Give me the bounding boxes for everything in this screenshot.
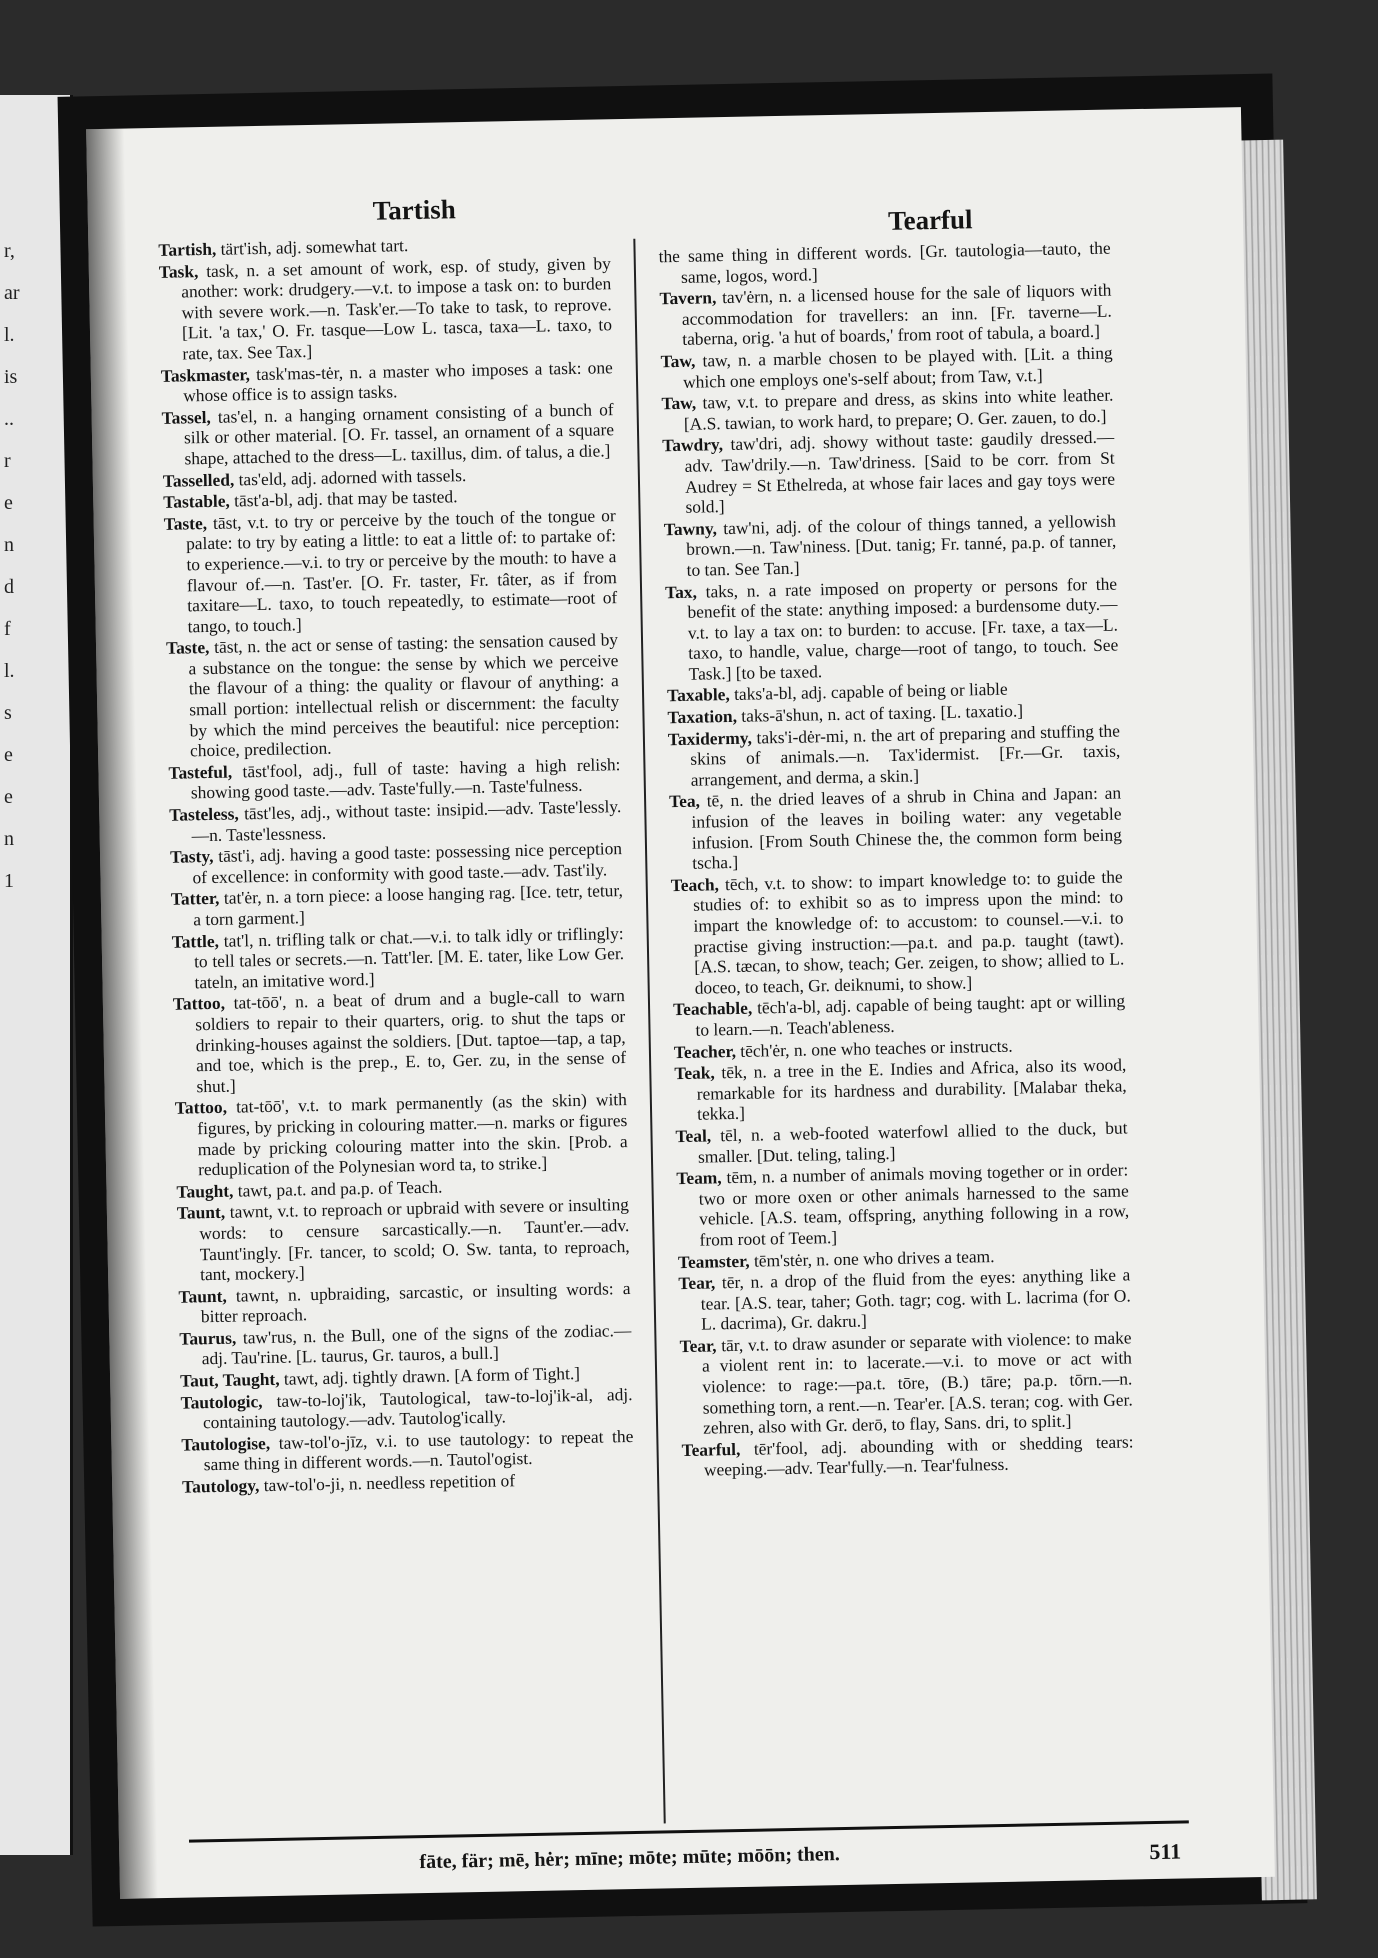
dictionary-entry bbox=[681, 1431, 1134, 1481]
entry-headword: Taught, bbox=[176, 1180, 234, 1202]
dictionary-entry bbox=[181, 1426, 634, 1476]
pronunciation-key: fāte, fär; mē, hėr; mīne; mōte; mūte; mōōn; then. bbox=[419, 1843, 841, 1874]
entry-headword: Taskmaster, bbox=[160, 363, 251, 386]
entry-definition: tēk, n. a tree in the E. Indies and Africa, also its wood, remarkable for its hardness and durability. [Malabar theka, tekka.] bbox=[696, 1054, 1127, 1125]
entry-headword: Tassel, bbox=[161, 406, 211, 428]
margin-fragment: ar bbox=[4, 282, 20, 304]
entry-headword: Teach, bbox=[670, 874, 720, 895]
dictionary-entry bbox=[172, 923, 625, 993]
dictionary-entry bbox=[664, 510, 1117, 580]
entry-definition: tawnt, n. upbraiding, sarcastic, or insulting words: a bitter reproach. bbox=[200, 1277, 631, 1327]
entry-definition: tāst'fool, adj., full of taste: having a high relish: showing good taste.—adv. Taste'fully.—n. Taste'fulness. bbox=[190, 753, 621, 803]
dictionary-entry bbox=[673, 991, 1126, 1041]
left-running-headword: Tartish bbox=[372, 194, 457, 226]
dictionary-entry bbox=[658, 238, 1111, 288]
entry-headword: Taste, bbox=[163, 512, 208, 534]
entry-definition: tas'el, n. a hanging ornament consisting of a bunch of silk or other material. [O. Fr. tassel, an ornament of a square shape, attached to the dress—L. taxillus, dim. of talus, a die.] bbox=[183, 398, 615, 469]
entry-headword: Taste, bbox=[165, 637, 210, 659]
margin-fragment: is bbox=[4, 366, 18, 388]
entry-headword: Taut, Taught, bbox=[179, 1368, 280, 1391]
entry-headword: Tasteful, bbox=[168, 761, 233, 783]
footer-rule bbox=[189, 1820, 1189, 1842]
entry-headword: Tavern, bbox=[659, 287, 717, 309]
entry-definition: taw'dri, adj. showy without taste: gaudily dressed.—adv. Taw'drily.—n. Taw'driness. [Said to be corr. from St Audrey = St Ethelreda, at whose fair laces and gay toys were sold.] bbox=[684, 426, 1116, 517]
entry-definition: tē, n. the dried leaves of a shrub in China and Japan: an infusion of the leaves in boiling water: any vegetable infusion. [From South Chinese the, the common form being tscha.] bbox=[691, 782, 1123, 873]
margin-fragment: 1 bbox=[4, 870, 14, 892]
entry-headword: Teamster, bbox=[677, 1250, 750, 1272]
margin-fragment: n bbox=[4, 534, 14, 556]
margin-fragment: e bbox=[4, 786, 13, 808]
dictionary-entry bbox=[170, 838, 623, 888]
margin-fragment: d bbox=[4, 576, 14, 598]
entry-headword: Tea, bbox=[668, 791, 701, 812]
left-column bbox=[158, 231, 634, 1498]
entry-headword: Team, bbox=[676, 1167, 722, 1189]
entry-headword: Tear, bbox=[678, 1272, 716, 1294]
dictionary-entry bbox=[166, 629, 620, 761]
margin-fragment: r, bbox=[4, 240, 15, 262]
entry-definition: tawt, adj. tightly drawn. [A form of Tight.] bbox=[279, 1363, 581, 1389]
entry-definition: taw'rus, n. the Bull, one of the signs of the zodiac.—adj. Tau'rine. [L. taurus, Gr. tauros, a bull.] bbox=[201, 1319, 632, 1369]
dictionary-entry bbox=[177, 1194, 630, 1285]
dictionary-entry bbox=[675, 1117, 1128, 1167]
entry-definition: taw, v.t. to prepare and dress, as skins into white leather. [A.S. tawian, to work hard, to prepare; O. Ger. zauen, to do.] bbox=[683, 384, 1114, 434]
entry-headword: Teal, bbox=[675, 1125, 712, 1147]
entry-headword: Taunt, bbox=[178, 1285, 227, 1307]
entry-definition: tāst, v.t. to try or perceive by the touch of the tongue or palate: to try by eating a little: to eat a little of: to partake of: to experience.—v.i. to try or perceive by the mouth: to have a flavour of.—n. Tast'er. [O. Fr. taster, Fr. tâter, as if from taxitare—L. taxo, to touch repeatedly, to estimate—root of tango, to touch.] bbox=[185, 504, 618, 637]
entry-headword: Tartish, bbox=[158, 238, 217, 260]
entry-headword: Tasty, bbox=[169, 846, 214, 867]
dictionary-page bbox=[86, 107, 1275, 1899]
entry-definition: taks-ā'shun, n. act of taxing. [L. taxatio.] bbox=[736, 700, 1024, 726]
entry-definition: tāst, n. the act or sense of tasting: the sensation caused by a substance on the tongue: the sense by which we perceive the flavour of a thing: the quality or flavour of anything: a small portion: intellectual relish or discernment: the faculty by which the mind perceives the beautiful: nice perception: choice, predilection. bbox=[188, 629, 620, 761]
margin-fragment: e bbox=[4, 744, 13, 766]
dictionary-entry bbox=[669, 783, 1122, 874]
entry-definition: tat-tōō', n. a beat of drum and a bugle-call to warn soldiers to repair to their quarters, orig. to shut the taps or drinking-houses against the soldiers. [Dut. taptoe—tap, a tap, and toe, which is the prep., E. to, Ger. zu, in the sense of shut.] bbox=[195, 985, 627, 1097]
margin-fragment: s bbox=[4, 702, 12, 724]
entry-definition: task'mas-tėr, n. a master who imposes a task: one whose office is to assign tasks. bbox=[183, 356, 613, 406]
dictionary-entry bbox=[180, 1384, 633, 1434]
margin-fragment: l. bbox=[4, 324, 15, 346]
entry-headword: Tear, bbox=[679, 1335, 717, 1356]
entry-headword: Tautologic, bbox=[180, 1390, 263, 1413]
entry-definition: tawnt, v.t. to reproach or upbraid with severe or insulting words: to censure sarcastically.—n. Taunt'er.—adv. Taunt'ingly. [Fr. tancer, to scold; O. Sw. tanta, to reproach, tant, mockery.] bbox=[199, 1194, 630, 1285]
entry-definition: tas'eld, adj. adorned with tassels. bbox=[234, 464, 467, 490]
dictionary-entry bbox=[679, 1327, 1133, 1439]
dictionary-entry bbox=[659, 280, 1112, 350]
entry-definition: taks, n. a rate imposed on property or persons for the benefit of the state: anything imposed: a burdensome duty.—v.t. to lay a tax on: to burden: to accuse. [Fr. taxe, a tax—L. taxo, to handle, value, charge—root of tango, to touch. See Task.] [to be taxed. bbox=[687, 573, 1119, 684]
dictionary-entry bbox=[668, 720, 1121, 790]
entry-definition: tat-tōō', v.t. to mark permanently (as the skin) with figures, by pricking in colouring matter.—n. marks or figures made by pricking colouring matter into the skin. [Prob. a reduplication of the Polynesian word ta, to strike.] bbox=[197, 1089, 628, 1180]
entry-definition: tav'ėrn, n. a licensed house for the sale of liquors with accommodation for travellers: an inn. [Fr. taverne—L. taberna, orig. 'a hut of boards,' from root of tabula, a board.] bbox=[681, 279, 1112, 350]
entry-definition: taw, n. a marble chosen to be played with. [Lit. a thing which one employs one's-self about; from Taw, v.t.] bbox=[682, 342, 1113, 392]
entry-headword: Tawny, bbox=[663, 517, 718, 539]
entry-headword: Tattoo, bbox=[174, 1097, 228, 1119]
entry-headword: Tasselled, bbox=[162, 469, 235, 491]
entry-headword: Tax, bbox=[664, 581, 698, 602]
margin-fragment: .. bbox=[4, 408, 14, 430]
entry-headword: Tautologise, bbox=[181, 1432, 271, 1455]
dictionary-entry bbox=[674, 1055, 1127, 1125]
dictionary-entry bbox=[169, 796, 622, 846]
entry-definition: tärt'ish, adj. somewhat tart. bbox=[216, 235, 409, 259]
dictionary-entry bbox=[178, 1278, 631, 1328]
dictionary-entry bbox=[161, 399, 614, 469]
entry-definition: tēch'a-bl, adj. capable of being taught: apt or willing to learn.—n. Teach'ableness. bbox=[695, 990, 1126, 1040]
dictionary-entry bbox=[660, 343, 1113, 393]
entry-definition: tāst'a-bl, adj. that may be tasted. bbox=[229, 486, 458, 511]
dictionary-entry bbox=[175, 1089, 628, 1180]
dictionary-entry bbox=[179, 1320, 632, 1370]
dictionary-entry bbox=[168, 754, 621, 804]
entry-headword: Taunt, bbox=[176, 1202, 226, 1224]
right-column bbox=[658, 238, 1134, 1482]
entry-headword: Tearful, bbox=[681, 1438, 741, 1460]
dictionary-entry bbox=[161, 357, 614, 407]
entry-headword: Taxation, bbox=[667, 705, 738, 728]
dictionary-entry bbox=[159, 253, 613, 365]
entry-headword: Tatter, bbox=[170, 888, 220, 910]
entry-definition: tēm'stėr, n. one who drives a team. bbox=[749, 1245, 995, 1271]
entry-definition: tāst'les, adj., without taste: insipid.—adv. Taste'lessly.—n. Taste'lessness. bbox=[191, 796, 622, 845]
entry-headword: Tastable, bbox=[163, 490, 230, 512]
entry-headword: Tattle, bbox=[171, 930, 220, 952]
dictionary-entry bbox=[164, 505, 618, 637]
right-running-headword: Tearful bbox=[887, 204, 973, 236]
entry-headword: Tasteless, bbox=[169, 803, 239, 825]
entry-headword: Taurus, bbox=[179, 1327, 237, 1349]
dictionary-entry bbox=[671, 866, 1125, 998]
entry-definition: the same thing in different words. [Gr. tautologia—tauto, the same, logos, word.] bbox=[658, 237, 1111, 287]
entry-definition: taw-tol'o-ji, n. needless repetition of bbox=[259, 1470, 516, 1496]
entry-headword: Tawdry, bbox=[662, 434, 724, 456]
margin-fragment: n bbox=[4, 828, 14, 850]
dictionary-entry bbox=[662, 427, 1115, 518]
entry-headword: Teacher, bbox=[673, 1040, 737, 1062]
dictionary-entry bbox=[173, 985, 627, 1097]
entry-definition: taw-tol'o-jīz, v.i. to use tautology: to repeat the same thing in different words.—n. Tautol'ogist. bbox=[203, 1425, 634, 1475]
entry-headword: Taxable, bbox=[666, 684, 730, 706]
entry-definition: tēl, n. a web-footed waterfowl allied to the duck, but smaller. [Dut. teling, taling.] bbox=[697, 1117, 1128, 1167]
entry-definition: tawt, pa.t. and pa.p. of Teach. bbox=[233, 1176, 443, 1201]
entry-headword: Taxidermy, bbox=[667, 727, 753, 749]
entry-definition: task, n. a set amount of work, esp. of study, given by another: work: drudgery.—v.t. to impose a task on: to burden with severe work.—n. Task'er.—To take to task, to reprove. [Lit. 'a tax,' O. Fr. tasque—Low L. tasca, taxa—L. taxo, to rate, tax. See Tax.] bbox=[181, 252, 613, 364]
entry-definition: tēch'ėr, n. one who teaches or instructs. bbox=[735, 1035, 1013, 1061]
entry-definition: taw-to-loj'ik, Tautological, taw-to-loj'ik-al, adj. containing tautology.—adv. Tautolog'ically. bbox=[202, 1383, 633, 1433]
entry-headword: Tattoo, bbox=[172, 993, 226, 1015]
entry-definition: tēr, n. a drop of the fluid from the eyes: anything like a tear. [A.S. tear, taher; Goth. tagr; cog. with L. lacrima (for O. L. dacrima), Gr. dakru.] bbox=[700, 1264, 1131, 1334]
entry-definition: tār, v.t. to draw asunder or separate with violence: to make a violent rent in: to lacerate.—v.i. to move or act with violence: to rage:—pa.t. tōre, (B.) tāre; pa.p. tōrn.—n. something torn, a rent.—n. Tear'er. [A.S. teran; cog. with Ger. zehren, also with Gr. derō, to flay, Sans. dri, to split.] bbox=[701, 1327, 1133, 1438]
entry-definition: tat'ėr, n. a torn piece: a loose hanging rag. [Ice. tetr, tetur, a torn garment.] bbox=[193, 880, 624, 930]
entry-definition: tēch, v.t. to show: to impart knowledge to: to guide the studies of: to exhibit so as to impress upon the mind: to impart the knowledge of: to accustom: to counsel.—v.i. to practise giving instruction:—pa.t. and pa.p. taught (tawt). [A.S. tæcan, to show, teach; Ger. zeigen, to show; allied to L. doceo, to teach, Gr. deiknumi, to show.] bbox=[692, 866, 1125, 998]
dictionary-entry bbox=[676, 1160, 1129, 1251]
entry-definition: tat'l, n. trifling talk or chat.—v.i. to talk idly or triflingly: to tell tales or secrets.—n. Tatt'ler. [M. E. tater, like Low Ger. tateln, an imitative word.] bbox=[193, 922, 625, 993]
dictionary-entry bbox=[678, 1265, 1131, 1335]
page-number: 511 bbox=[1149, 1838, 1182, 1865]
entry-headword: Task, bbox=[158, 260, 199, 282]
column-divider bbox=[633, 239, 665, 1824]
entry-headword: Taw, bbox=[661, 392, 697, 414]
margin-fragment: r bbox=[4, 450, 11, 472]
entry-definition: tēm, n. a number of animals moving together or in order: two or more oxen or other animals harnessed to the same vehicle. [A.S. team, offspring, anything following in a row, from root of Teem.] bbox=[698, 1159, 1130, 1250]
dictionary-entry bbox=[665, 573, 1119, 685]
entry-headword: Taw, bbox=[660, 350, 696, 372]
entry-definition: tāst'i, adj. having a good taste: possessing nice perception of excellence: in conformity with good taste.—adv. Tast'ily. bbox=[192, 838, 623, 888]
margin-fragment: l. bbox=[4, 660, 15, 682]
margin-fragment: e bbox=[4, 492, 13, 514]
entry-definition: taks'a-bl, adj. capable of being or liable bbox=[729, 679, 1008, 705]
entry-definition: tēr'fool, adj. abounding with or shedding tears: weeping.—adv. Tear'fully.—n. Tear'fulness. bbox=[703, 1431, 1134, 1481]
dictionary-entry bbox=[171, 880, 624, 930]
entry-headword: Tautology, bbox=[182, 1475, 260, 1497]
entry-headword: Teachable, bbox=[672, 998, 753, 1020]
margin-fragment: f bbox=[4, 618, 11, 640]
entry-definition: taw'ni, adj. of the colour of things tanned, a yellowish brown.—n. Taw'niness. [Dut. tanig; Fr. tanné, pa.p. of tanner, to tan. See Tan.] bbox=[686, 510, 1117, 580]
dictionary-entry bbox=[661, 385, 1114, 435]
entry-definition: taks'i-dėr-mi, n. the art of preparing and stuffing the skins of animals.—n. Tax'idermist. [Fr.—Gr. taxis, arrangement, and derma, a skin.] bbox=[690, 720, 1121, 790]
entry-headword: Teak, bbox=[674, 1062, 715, 1084]
